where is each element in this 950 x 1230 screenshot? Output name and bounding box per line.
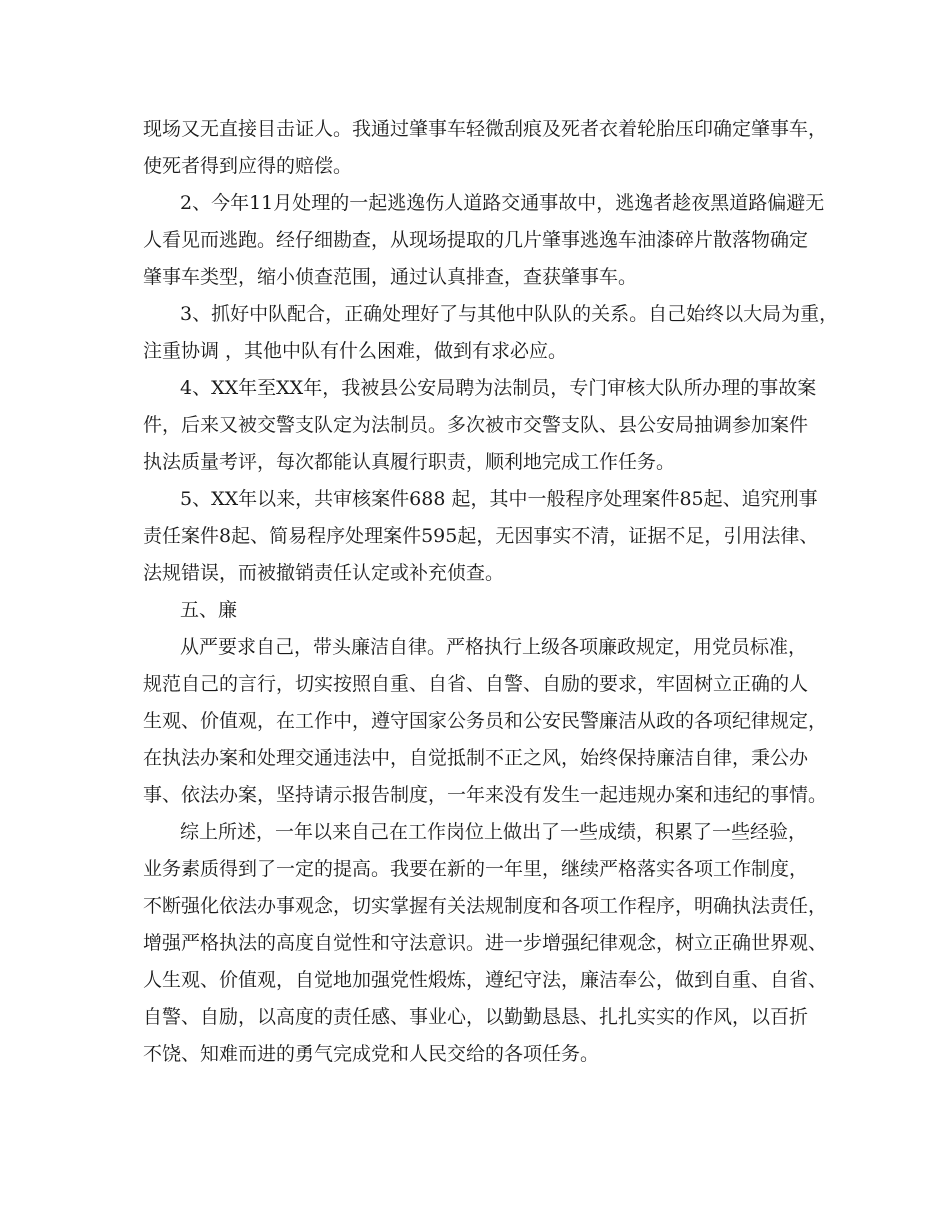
text-line: 综上所述，一年以来自己在工作岗位上做出了一些成绩，积累了一些经验，: [180, 821, 808, 843]
text-line: 增强严格执法的高度自觉性和守法意识。进一步增强纪律观念，树立正确世界观、: [143, 932, 828, 954]
text-line: 自警、自励，以高度的责任感、事业心，以勤勤恳恳、扎扎实实的作风，以百折: [143, 1006, 809, 1028]
section-heading: 五、廉: [180, 599, 238, 621]
text-line: 5、XX年以来，共审核案件688 起，其中一般程序处理案件85起、追究刑事: [180, 488, 818, 510]
text-line: 责任案件8起、简易程序处理案件595起，无因事实不清，证据不足，引用法律、: [143, 525, 819, 547]
text-line: 使死者得到应得的赔偿。: [143, 155, 353, 177]
text-line: 从严要求自己，带头廉洁自律。严格执行上级各项廉政规定，用党员标准，: [180, 636, 808, 658]
text-line: 肇事车类型，缩小侦查范围，通过认真排查，查获肇事车。: [143, 266, 638, 288]
text-line: 生观、价值观，在工作中，遵守国家公务员和公安民警廉洁从政的各项纪律规定，: [143, 710, 828, 732]
text-line: 法规错误，而被撤销责任认定或补充侦查。: [143, 562, 505, 584]
text-line: 4、XX年至XX年，我被县公安局聘为法制员，专门审核大队所办理的事故案: [180, 377, 817, 399]
text-line: 人生观、价值观，自觉地加强党性煅炼，遵纪守法，廉洁奉公，做到自重、自省、: [143, 969, 828, 991]
text-line: 不饶、知难而进的勇气完成党和人民交给的各项任务。: [143, 1043, 600, 1065]
text-line: 件，后来又被交警支队定为法制员。多次被市交警支队、县公安局抽调参加案件: [143, 414, 809, 436]
text-line: 人看见而逃跑。经仔细勘查，从现场提取的几片肇事逃逸车油漆碎片散落物确定: [143, 229, 809, 251]
text-line: 规范自己的言行，切实按照自重、自省、自警、自励的要求，牢固树立正确的人: [143, 673, 809, 695]
text-line: 3、抓好中队配合，正确处理好了与其他中队队的关系。自己始终以大局为重，: [180, 303, 839, 325]
text-line: 注重协调 ，其他中队有什么困难，做到有求必应。: [143, 340, 568, 362]
text-line: 执法质量考评，每次都能认真履行职责，顺利地完成工作任务。: [143, 451, 676, 473]
text-line: 不断强化依法办事观念，切实掌握有关法规制度和各项工作程序，明确执法责任，: [143, 895, 828, 917]
text-line: 业务素质得到了一定的提高。我要在新的一年里，继续严格落实各项工作制度，: [143, 858, 809, 880]
text-line: 现场又无直接目击证人。我通过肇事车轻微刮痕及死者衣着轮胎压印确定肇事车，: [143, 118, 828, 140]
text-line: 事、依法办案，坚持请示报告制度，一年来没有发生一起违规办案和违纪的事情。: [143, 784, 828, 806]
text-line: 2、今年11月处理的一起逃逸伤人道路交通事故中，逃逸者趁夜黑道路偏避无: [180, 192, 825, 214]
text-line: 在执法办案和处理交通违法中，自觉抵制不正之风，始终保持廉洁自律，秉公办: [143, 747, 809, 769]
